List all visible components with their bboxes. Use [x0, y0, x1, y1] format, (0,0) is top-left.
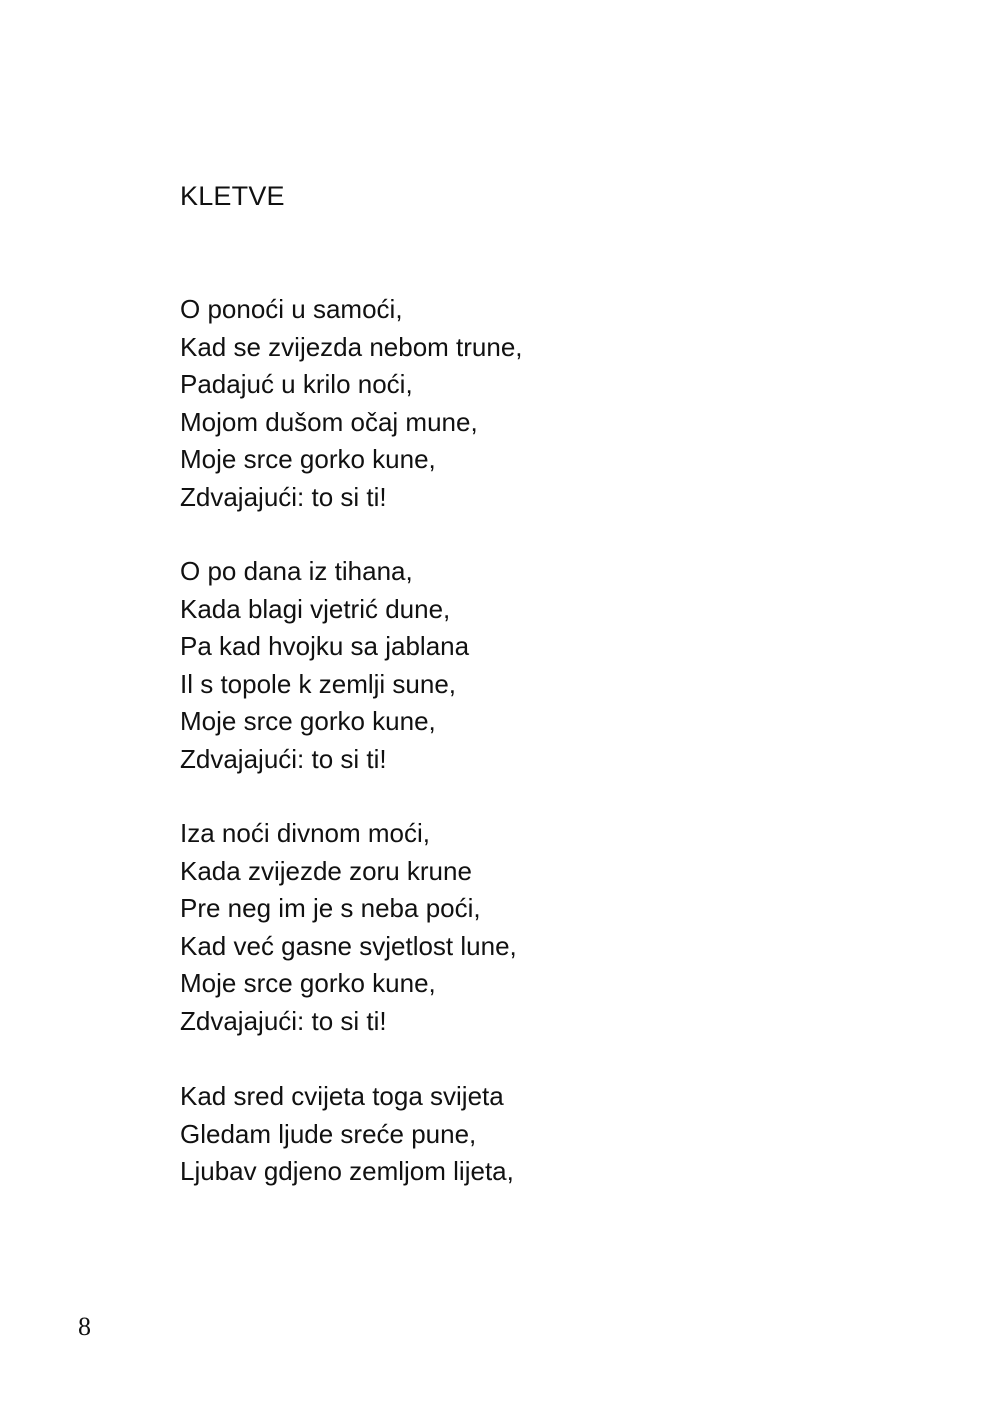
verse-line: Il s topole k zemlji sune, — [180, 668, 457, 699]
verse-line: Kad već gasne svjetlost lune, — [180, 930, 517, 961]
verse-line: Padajuć u krilo noći, — [180, 369, 413, 399]
verse-line: Kada zvijezde zoru krune — [180, 855, 472, 886]
verse-line: Moje srce gorko kune, — [180, 706, 436, 736]
verse-line: Pa kad hvojku sa jablana — [180, 631, 470, 661]
stanza-2 — [180, 553, 469, 778]
verse-line: Mojom dušom očaj mune, — [180, 406, 478, 437]
verse-line: Pre neg im je s neba poći, — [180, 893, 481, 923]
stanza-3 — [180, 815, 517, 1040]
verse-line: Kada blagi vjetrić dune, — [180, 593, 451, 624]
verse-line: O ponoći u samoći, — [180, 294, 403, 324]
verse-line: Zdvajajući: to si ti! — [180, 481, 387, 512]
poem-title: KLETVE — [180, 181, 285, 211]
verse-line: Kad sred cvijeta toga svijeta — [180, 1081, 504, 1111]
verse-line: Moje srce gorko kune, — [180, 444, 436, 474]
stanza-1 — [180, 291, 523, 516]
verse-line: Moje srce gorko kune, — [180, 968, 436, 998]
verse-line: Gledam ljude sreće pune, — [180, 1118, 477, 1149]
verse-line: Zdvajajući: to si ti! — [180, 743, 387, 774]
verse-line: Iza noći divnom moći, — [180, 818, 430, 848]
verse-line: Zdvajajući: to si ti! — [180, 1005, 387, 1036]
verse-line: Ljubav gdjeno zemljom lijeta, — [180, 1156, 514, 1186]
page-number: 8 — [78, 1312, 91, 1341]
verse-line: Kad se zvijezda nebom trune, — [180, 331, 523, 362]
stanza-4 — [180, 1078, 514, 1191]
verse-line: O po dana iz tihana, — [180, 556, 413, 586]
